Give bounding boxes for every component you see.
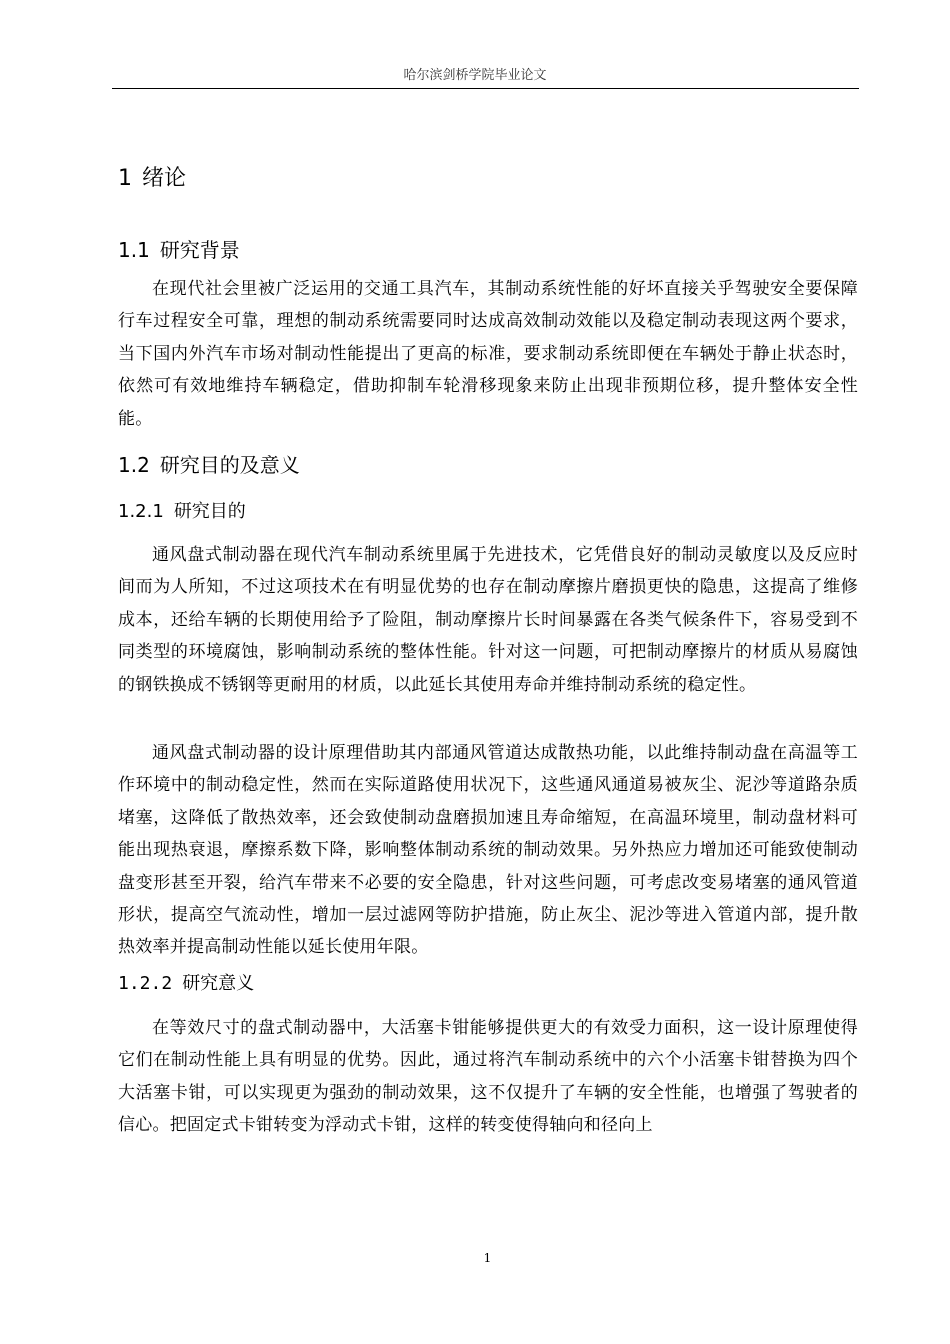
paragraph-background: 在现代社会里被广泛运用的交通工具汽车，其制动系统性能的好坏直接关乎驾驶安全要保障行车过程安全可靠，理想的制动系统需要同时达成高效制动效能以及稳定制动表现这两个要求，当下国内外汽车市场对制动性能提出了更高的标准，要求制动系统即便在车辆处于静止状态时，依然可有效地维持车辆稳定，借助抑制车轮滑移现象来防止出现非预期位移，提升整体安全性能。 [118, 279, 858, 429]
subsection-title: 研究目的 [173, 501, 246, 522]
section-title: 研究背景 [159, 238, 240, 262]
chapter-title: 绪论 [142, 166, 187, 191]
section-title: 研究目的及意义 [159, 453, 300, 477]
paragraph-significance: 在等效尺寸的盘式制动器中，大活塞卡钳能够提供更大的有效受力面积，这一设计原理使得它们在制动性能上具有明显的优势。因此，通过将汽车制动系统中的六个小活塞卡钳替换为四个大活塞卡钳，可以实现更为强劲的制动效果，这不仅提升了车辆的安全性能，也增强了驾驶者的信心。把固定式卡钳转变为浮动式卡钳，这样的转变使得轴向和径向上 [118, 1018, 858, 1136]
chapter-heading [118, 164, 186, 194]
subsection-number: 1.2.1 [118, 501, 164, 522]
subsection-title: 研究意义 [182, 973, 255, 994]
subsection-heading-1-2-1 [118, 499, 246, 525]
header-rule [112, 88, 859, 89]
section-heading-1-1 [118, 236, 240, 264]
paragraph-purpose-1: 通风盘式制动器在现代汽车制动系统里属于先进技术，它凭借良好的制动灵敏度以及反应时间而为人所知，不过这项技术在有明显优势的也存在制动摩擦片磨损更快的隐患，这提高了维修成本，还给车辆的长期使用给予了险阻，制动摩擦片长时间暴露在各类气候条件下，容易受到不同类型的环境腐蚀，影响制动系统的整体性能。针对这一问题，可把制动摩擦片的材质从易腐蚀的钢铁换成不锈钢等更耐用的材质，以此延长其使用寿命并维持制动系统的稳定性。 [118, 545, 858, 695]
section-number: 1.2 [118, 453, 150, 477]
chapter-number: 1 [118, 166, 132, 191]
subsection-number: 1.2.2 [118, 973, 173, 994]
running-header: 哈尔滨剑桥学院毕业论文 [403, 68, 547, 83]
section-number: 1.1 [118, 238, 150, 262]
subsection-heading-1-2-2 [118, 971, 254, 997]
paragraph-purpose-2: 通风盘式制动器的设计原理借助其内部通风管道达成散热功能，以此维持制动盘在高温等工作环境中的制动稳定性，然而在实际道路使用状况下，这些通风通道易被灰尘、泥沙等道路杂质堵塞，这降低了散热效率，还会致使制动盘磨损加速且寿命缩短，在高温环境里，制动盘材料可能出现热衰退，摩擦系数下降，影响整体制动系统的制动效果。另外热应力增加还可能致使制动盘变形甚至开裂，给汽车带来不必要的安全隐患，针对这些问题，可考虑改变易堵塞的通风管道形状，提高空气流动性，增加一层过滤网等防护措施，防止灰尘、泥沙等进入管道内部，提升散热效率并提高制动性能以延长使用年限。 [118, 743, 858, 958]
page-number: 1 [483, 1251, 492, 1265]
section-heading-1-2 [118, 451, 300, 479]
